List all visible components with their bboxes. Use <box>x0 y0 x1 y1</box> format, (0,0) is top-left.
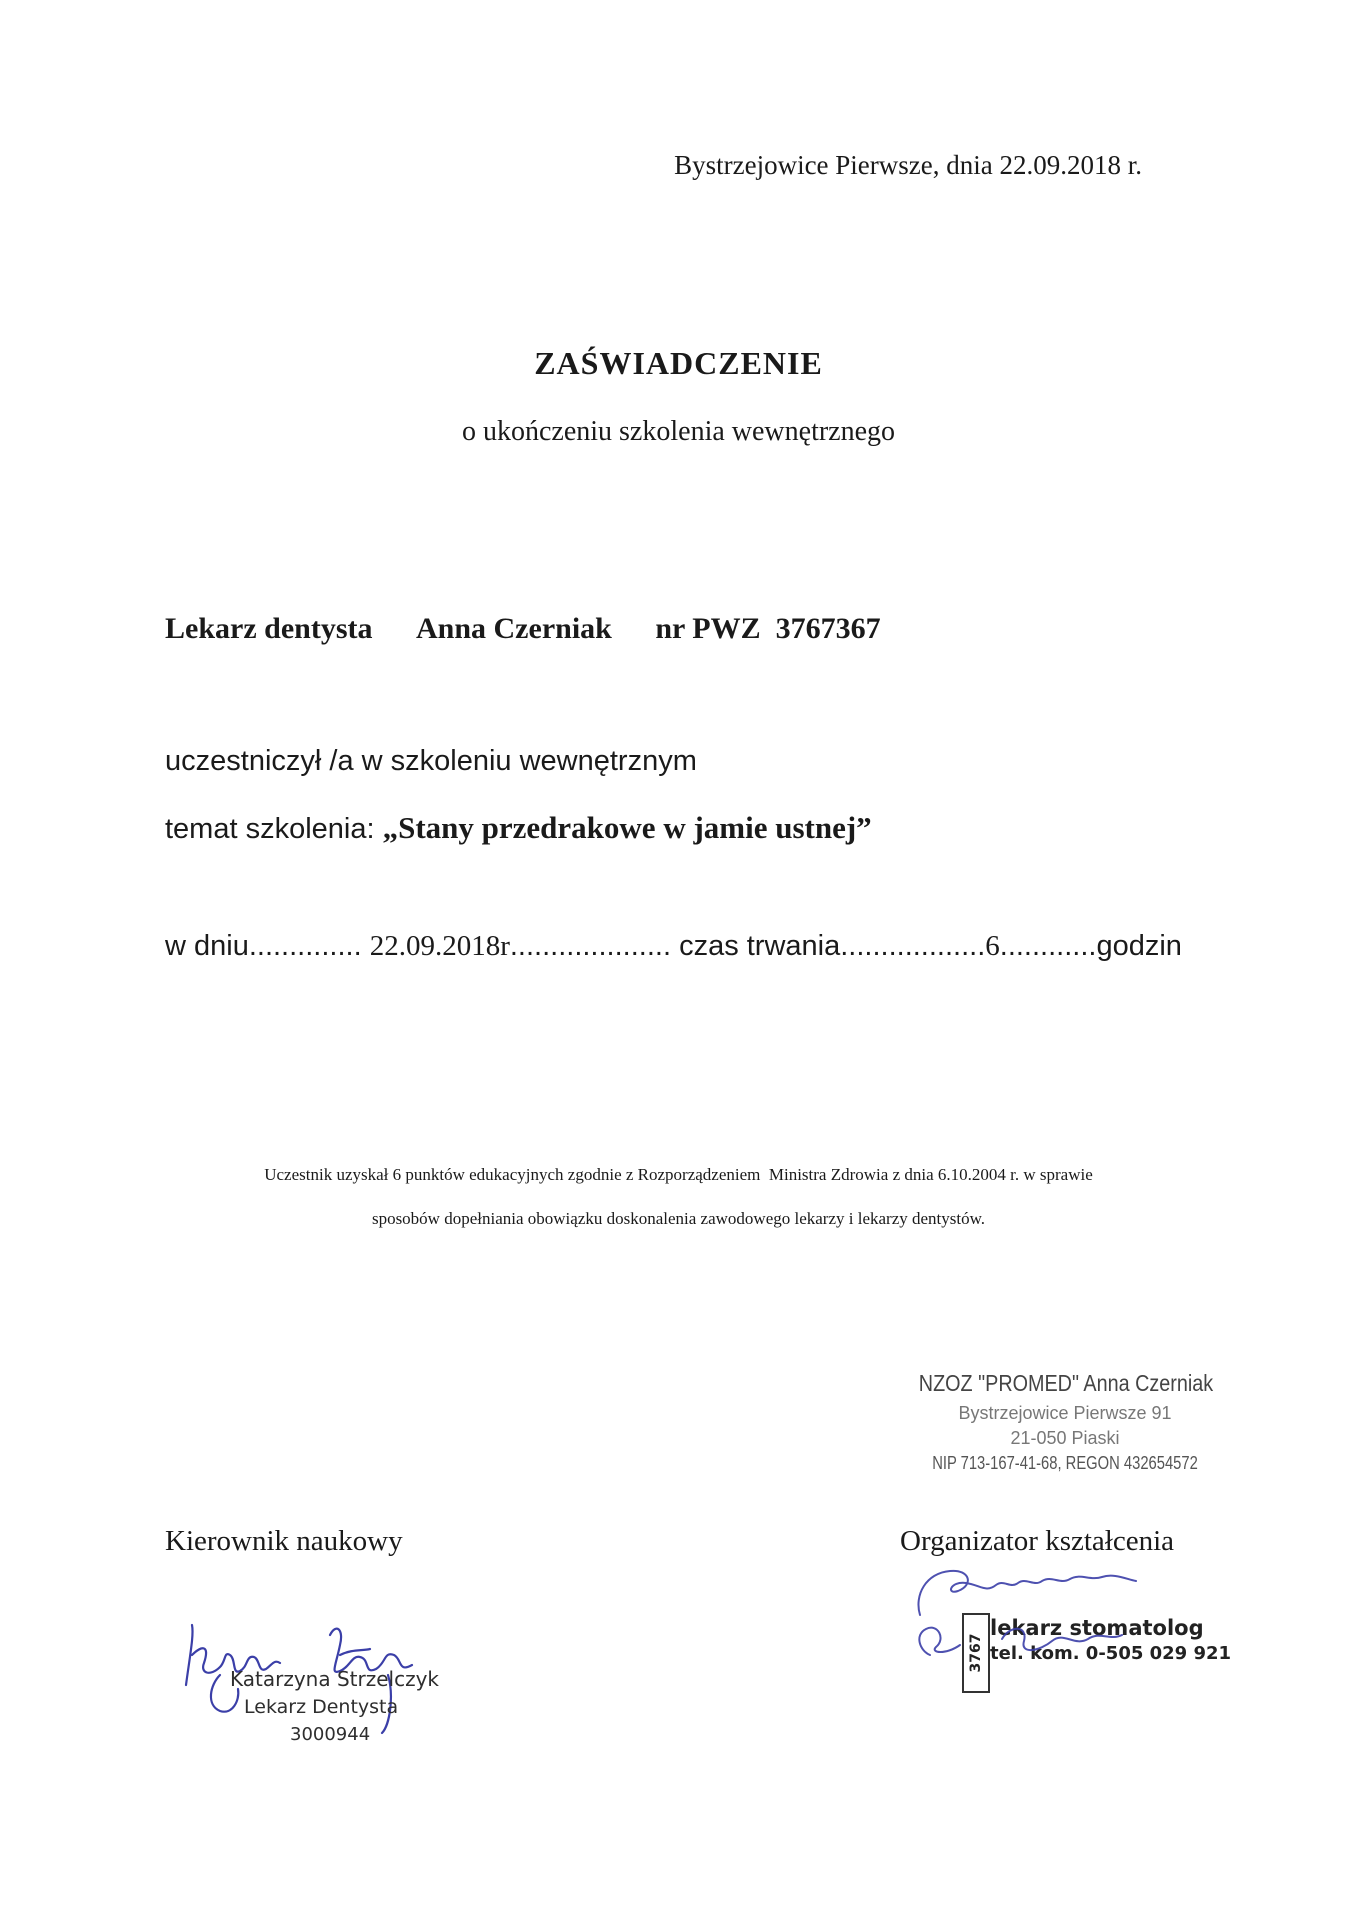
topic-title: „Stany przedrakowe w jamie ustnej” <box>382 810 872 845</box>
points-note-line-2: sposobów dopełniania obowiązku doskonalenia zawodowego lekarzy i lekarzy dentystów. <box>371 1209 986 1228</box>
stamp-address-street: Bystrzejowice Pierwsze 91 <box>958 1403 1172 1423</box>
document-title: ZAŚWIADCZENIE <box>534 345 823 381</box>
date-dots: .................... <box>509 930 680 962</box>
training-topic-line <box>165 810 872 846</box>
document-subtitle: o ukończeniu szkolenia wewnętrznego <box>461 416 896 447</box>
organizer-signature <box>890 1555 1250 1705</box>
duration-label: czas trwania.................. <box>679 930 986 962</box>
participant-pwz-number: nr PWZ 3767367 <box>655 612 881 645</box>
topic-label: temat szkolenia: <box>165 813 383 845</box>
personal-stamp-left <box>230 1665 439 1749</box>
participant-name: Anna Czerniak <box>415 612 612 645</box>
participant-role: Lekarz dentysta <box>165 612 373 645</box>
points-note-line-1: Uczestnik uzyskał 6 punktów edukacyjnych zgodnie z Rozporządzeniem Ministra Zdrowia z dnia 6.10.2004 r. w sprawie <box>264 1165 1093 1184</box>
duration-value: 6 <box>985 930 1000 962</box>
duration-unit: ............godzin <box>999 930 1182 962</box>
stamp-tax-ids: NIP 713-167-41-68, REGON 432654572 <box>932 1453 1198 1473</box>
stamp-address-city: 21-050 Piaski <box>1010 1428 1120 1448</box>
organization-stamp <box>895 1370 1235 1474</box>
document-date: Bystrzejowice Pierwsze, dnia 22.09.2018 r. <box>674 150 1142 180</box>
training-date-duration-line <box>165 930 1182 963</box>
stamp-signer-title: Lekarz Dentysta <box>244 1696 399 1718</box>
organizer-label: Organizator kształcenia <box>900 1525 1175 1557</box>
stamp-signer-number: 3000944 <box>290 1724 371 1745</box>
participation-statement: uczestniczył /a w szkoleniu wewnętrznym <box>165 745 697 777</box>
stamp-vertical-number: 3767 <box>968 1633 984 1673</box>
scientific-director-signature <box>180 1615 480 1755</box>
stamp-title: NZOZ "PROMED" Anna Czerniak <box>918 1370 1214 1396</box>
participant-line <box>165 612 881 646</box>
training-date-value: 22.09.2018r <box>369 930 510 962</box>
handwritten-signature-right <box>890 1555 1250 1705</box>
scientific-director-label: Kierownik naukowy <box>165 1525 403 1557</box>
stamp-phone: tel. kom. 0-505 029 921 <box>990 1643 1232 1664</box>
date-label: w dniu.............. <box>165 930 370 962</box>
stamp-signer-name: Katarzyna Strzelczyk <box>230 1667 439 1691</box>
stamp-profession: lekarz stomatolog <box>990 1616 1204 1640</box>
